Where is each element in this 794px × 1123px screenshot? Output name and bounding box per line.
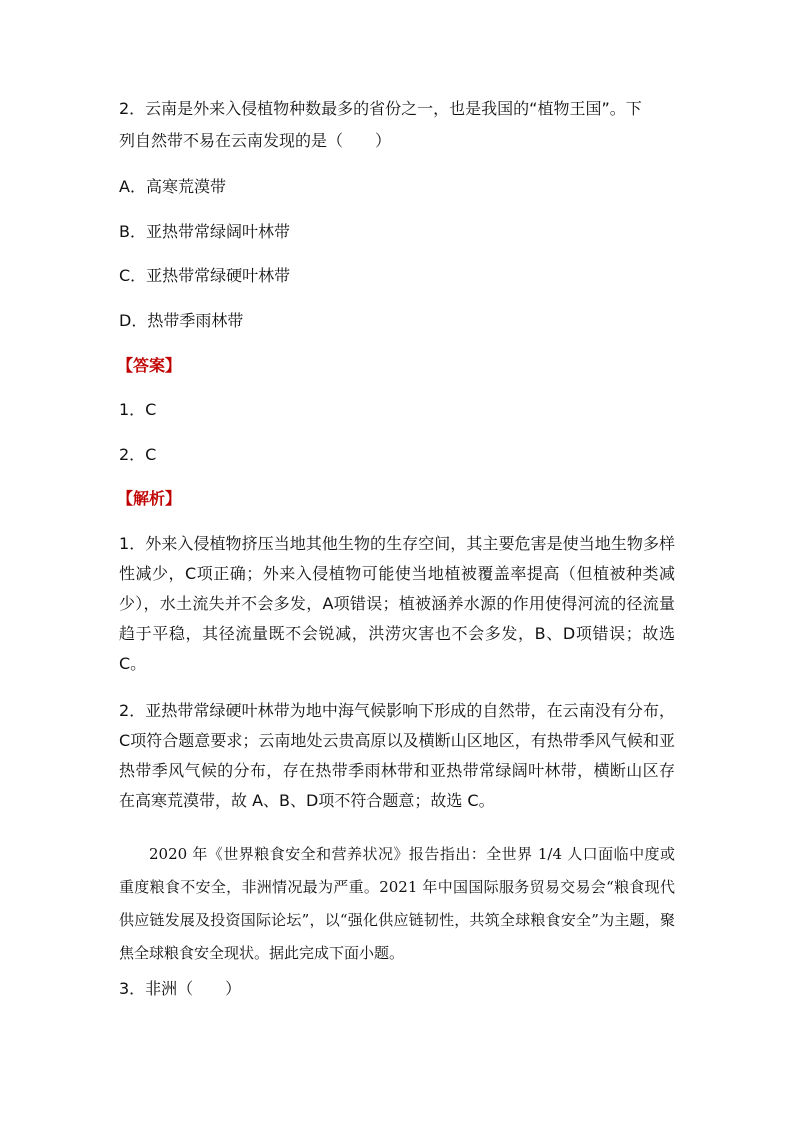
question-2-stem-line-1: 2．云南是外来入侵植物种数最多的省份之一，也是我国的“植物王国”。下 [119,99,642,118]
question-2-option-b: B．亚热带常绿阔叶林带 [119,222,290,241]
question-2-option-c: C．亚热带常绿硬叶林带 [119,266,291,285]
question-2-stem-line-2: 列自然带不易在云南发现的是（ ） [119,131,392,150]
analysis-paragraph-2: 2．亚热带常绿硬叶林带为地中海气候影响下形成的自然带，在云南没有分布，C项符合题意要求；云南地处云贵高原以及横断山区地区，有热带季风气候和亚热带季风气候的分布，存在热带季雨林带和亚热带常绿阔叶林带，横断山区存在高寒荒漠带，故 A、B、D项不符合题意；故选 C。 [119,701,675,810]
analysis-paragraph-1: 1．外来入侵植物挤压当地其他生物的生存空间，其主要危害是使当地生物多样性减少，C项正确；外来入侵植物可能使当地植被覆盖率提高（但植被种类减少），水土流失并不会多发，A项错误；植被涵养水源的作用使得河流的径流量趋于平稳，其径流量既不会锐减，洪涝灾害也不会多发，B、D项错误；故选 C。 [119,534,675,673]
answer-item-1: 1．C [119,400,157,419]
question-2-option-d: D．热带季雨林带 [119,311,244,330]
answer-heading: 【答案】 [117,356,182,375]
material-passage: 2020 年《世界粮食安全和营养状况》报告指出：全世界 1/4 人口面临中度或重度粮食不安全，非洲情况最为严重。2021 年中国国际服务贸易交易会“粮食现代供应链发展及投资国际论坛”，以“强化供应链韧性，共筑全球粮食安全”为主题，聚焦全球粮食安全现状。据此完成下面小题。 [119,845,675,962]
answer-item-2: 2．C [119,445,157,464]
question-2-option-a: A．高寒荒漠带 [119,177,226,196]
analysis-heading: 【解析】 [117,489,182,508]
question-3-stem: 3．非洲（ ） [119,979,242,998]
